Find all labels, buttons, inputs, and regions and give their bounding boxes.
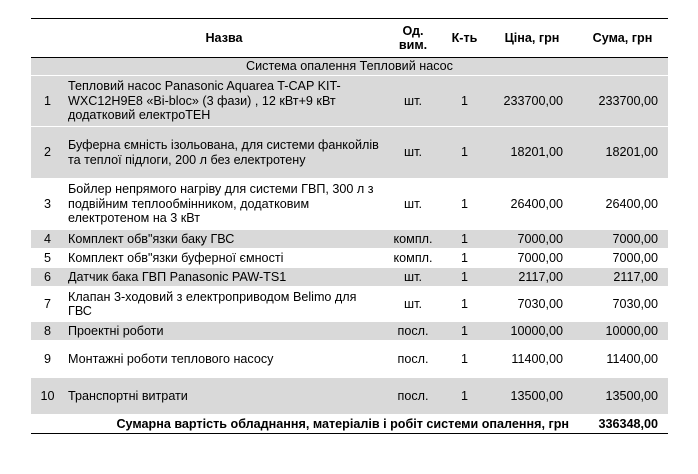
total-value: 336348,00	[577, 415, 668, 434]
row-name: Буферна ємність ізольована, для системи фанкойлів та теплої підлоги, 200 л без електротену	[64, 127, 384, 179]
row-name: Монтажні роботи теплового насосу	[64, 341, 384, 378]
row-price: 26400,00	[487, 179, 577, 230]
total-row	[31, 415, 668, 434]
table-row	[31, 341, 668, 378]
row-sum: 2117,00	[577, 268, 668, 287]
row-qty: 1	[442, 322, 487, 341]
row-unit: шт.	[384, 268, 442, 287]
estimate-table	[31, 18, 668, 434]
estimate-sheet	[31, 18, 668, 434]
total-label: Сумарна вартість обладнання, матеріалів і робіт системи опалення, грн	[31, 415, 577, 434]
table-row	[31, 322, 668, 341]
row-sum: 10000,00	[577, 322, 668, 341]
row-unit: компл.	[384, 249, 442, 268]
row-number: 7	[31, 287, 64, 322]
row-price: 7000,00	[487, 249, 577, 268]
header-price: Ціна, грн	[487, 19, 577, 58]
row-unit: шт.	[384, 287, 442, 322]
row-sum: 13500,00	[577, 378, 668, 415]
row-unit: шт.	[384, 127, 442, 179]
header-unit: Од. вим.	[384, 19, 442, 58]
table-row	[31, 378, 668, 415]
row-sum: 7000,00	[577, 249, 668, 268]
table-row	[31, 76, 668, 127]
row-name: Комплект обв"язки баку ГВС	[64, 230, 384, 249]
row-sum: 7000,00	[577, 230, 668, 249]
row-unit: компл.	[384, 230, 442, 249]
row-qty: 1	[442, 127, 487, 179]
row-unit: посл.	[384, 322, 442, 341]
row-name: Тепловий насос Panasonic Aquarea T-CAP KIT-WXC12H9E8 «Bi-bloc» (3 фази) , 12 кВт+9 кВт додатковий електроТЕН	[64, 76, 384, 127]
row-price: 233700,00	[487, 76, 577, 127]
row-sum: 11400,00	[577, 341, 668, 378]
row-number: 2	[31, 127, 64, 179]
row-name: Бойлер непрямого нагріву для системи ГВП, 300 л з подвійним теплообмінником, додатковим електротеном на 3 кВт	[64, 179, 384, 230]
row-sum: 7030,00	[577, 287, 668, 322]
row-qty: 1	[442, 341, 487, 378]
row-sum: 233700,00	[577, 76, 668, 127]
row-unit: шт.	[384, 179, 442, 230]
table-row	[31, 249, 668, 268]
row-number: 9	[31, 341, 64, 378]
row-unit: шт.	[384, 76, 442, 127]
table-row	[31, 127, 668, 179]
row-name: Транспортні витрати	[64, 378, 384, 415]
row-price: 7000,00	[487, 230, 577, 249]
row-sum: 18201,00	[577, 127, 668, 179]
section-title: Система опалення Тепловий насос	[31, 58, 668, 76]
row-number: 8	[31, 322, 64, 341]
row-qty: 1	[442, 268, 487, 287]
row-price: 10000,00	[487, 322, 577, 341]
row-number: 1	[31, 76, 64, 127]
row-name: Датчик бака ГВП Panasonic PAW-TS1	[64, 268, 384, 287]
row-price: 11400,00	[487, 341, 577, 378]
row-qty: 1	[442, 378, 487, 415]
row-number: 4	[31, 230, 64, 249]
row-number: 3	[31, 179, 64, 230]
header-number	[31, 19, 64, 58]
row-number: 6	[31, 268, 64, 287]
row-qty: 1	[442, 249, 487, 268]
row-name: Комплект обв"язки буферної ємності	[64, 249, 384, 268]
row-name: Клапан 3-ходовий з електроприводом Belimo для ГВС	[64, 287, 384, 322]
row-qty: 1	[442, 76, 487, 127]
table-row	[31, 268, 668, 287]
header-name: Назва	[64, 19, 384, 58]
row-qty: 1	[442, 230, 487, 249]
row-qty: 1	[442, 287, 487, 322]
table-header	[31, 19, 668, 58]
table-row	[31, 179, 668, 230]
header-qty: К-ть	[442, 19, 487, 58]
row-unit: посл.	[384, 378, 442, 415]
row-unit: посл.	[384, 341, 442, 378]
row-sum: 26400,00	[577, 179, 668, 230]
section-row	[31, 58, 668, 76]
table-row	[31, 230, 668, 249]
row-price: 7030,00	[487, 287, 577, 322]
row-qty: 1	[442, 179, 487, 230]
row-price: 2117,00	[487, 268, 577, 287]
row-number: 5	[31, 249, 64, 268]
table-row	[31, 287, 668, 322]
row-name: Проектні роботи	[64, 322, 384, 341]
row-number: 10	[31, 378, 64, 415]
row-price: 13500,00	[487, 378, 577, 415]
row-price: 18201,00	[487, 127, 577, 179]
header-sum: Сума, грн	[577, 19, 668, 58]
